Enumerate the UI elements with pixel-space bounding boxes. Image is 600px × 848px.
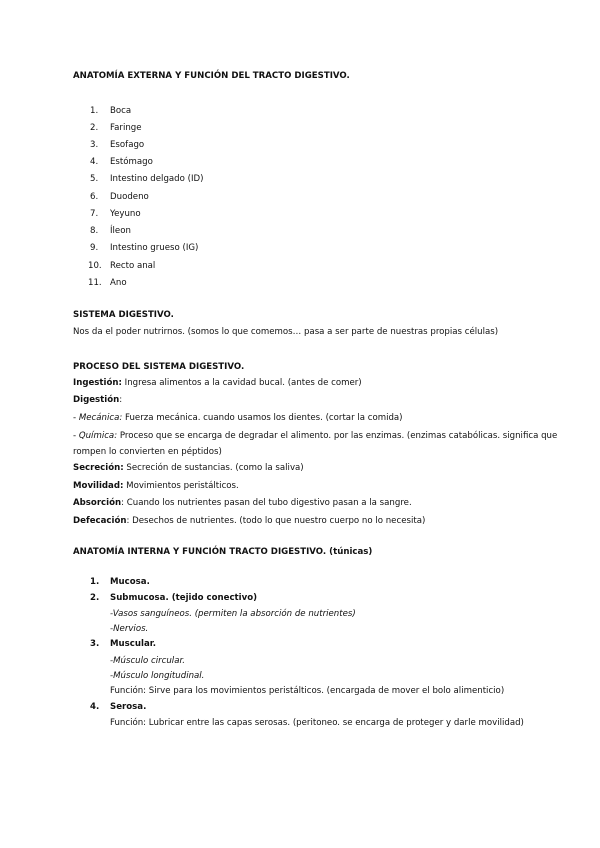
list-number: 3.	[90, 140, 99, 150]
list-item: Intestino delgado (ID)	[110, 174, 204, 184]
list-number: 5.	[90, 174, 99, 184]
list-item: Boca	[110, 106, 132, 116]
term: Mecánica:	[78, 413, 123, 423]
term: Absorción	[73, 498, 122, 508]
definition-text: Ingresa alimentos a la cavidad bucal. (antes de comer)	[121, 378, 362, 388]
dash: -	[73, 431, 79, 441]
list-number: 4.	[90, 702, 100, 712]
term: Defecación	[73, 516, 127, 526]
list-number: 6.	[90, 192, 99, 202]
definition-text: Secreción de sustancias. (como la saliva)	[123, 463, 304, 473]
layer-muscular: Muscular.	[110, 639, 157, 649]
section-title-sistema-digestivo: SISTEMA DIGESTIVO.	[73, 310, 174, 320]
sub-item: Función: Lubricar entre las capas serosas. (peritoneo. se encarga de proteger y darle movilidad)	[110, 718, 524, 728]
definition-text: Fuerza mecánica. cuando usamos los dientes. (cortar la comida)	[122, 413, 403, 423]
list-item: Esofago	[110, 140, 145, 150]
list-item: Ano	[110, 278, 127, 288]
term: Digestión	[73, 395, 120, 405]
definition-quimica	[73, 431, 557, 442]
list-number: 9.	[90, 243, 99, 253]
paragraph: Nos da el poder nutrirnos. (somos lo que comemos… pasa a ser parte de nuestras propias células)	[73, 327, 499, 337]
definition-text: : Cuando los nutrientes pasan del tubo digestivo pasan a la sangre.	[121, 498, 412, 508]
list-number: 10.	[88, 261, 102, 271]
section-title-anatomia-externa: ANATOMÍA EXTERNA Y FUNCIÓN DEL TRACTO DIGESTIVO.	[73, 71, 350, 81]
definition-digestion	[73, 395, 122, 406]
definition-quimica-continued: rompen lo convierten en péptidos)	[73, 447, 222, 457]
definition-text: : Desechos de nutrientes. (todo lo que nuestro cuerpo no lo necesita)	[126, 516, 426, 526]
term: Ingestión:	[73, 378, 122, 388]
definition-text: Movimientos peristálticos.	[123, 481, 239, 491]
term: Movilidad:	[73, 481, 124, 491]
list-item: Duodeno	[110, 192, 149, 202]
section-title-proceso: PROCESO DEL SISTEMA DIGESTIVO.	[73, 362, 245, 372]
dash: -	[73, 413, 79, 423]
layer-mucosa: Mucosa.	[110, 577, 150, 587]
layer-submucosa: Submucosa. (tejido conectivo)	[110, 593, 258, 603]
sub-item: -Músculo circular.	[110, 656, 185, 666]
list-number: 4.	[90, 157, 99, 167]
term: Química:	[78, 431, 118, 441]
sub-item: -Nervios.	[110, 624, 149, 634]
list-number: 2.	[90, 593, 100, 603]
definition-text: :	[119, 395, 123, 405]
list-item: Recto anal	[110, 261, 156, 271]
sub-item: -Músculo longitudinal.	[110, 671, 205, 681]
definition-secrecion	[73, 463, 304, 474]
definition-defecacion	[73, 516, 425, 527]
list-number: 11.	[88, 278, 102, 288]
list-number: 1.	[90, 106, 99, 116]
list-number: 2.	[90, 123, 99, 133]
list-item: Estómago	[110, 157, 153, 167]
list-item: Yeyuno	[110, 209, 141, 219]
definition-text: Proceso que se encarga de degradar el alimento. por las enzimas. (enzimas catabólicas. significa que	[117, 431, 558, 441]
list-number: 1.	[90, 577, 100, 587]
definition-ingestion	[73, 378, 362, 389]
list-item: Íleon	[110, 226, 131, 236]
definition-absorcion	[73, 498, 412, 509]
list-item: Intestino grueso (IG)	[110, 243, 199, 253]
list-item: Faringe	[110, 123, 142, 133]
sub-item: Función: Sirve para los movimientos peristálticos. (encargada de mover el bolo alimenticio)	[110, 686, 505, 696]
list-number: 8.	[90, 226, 99, 236]
section-title-anatomia-interna: ANATOMÍA INTERNA Y FUNCIÓN TRACTO DIGESTIVO. (túnicas)	[73, 547, 373, 557]
sub-item: -Vasos sanguíneos. (permiten la absorción de nutrientes)	[110, 609, 356, 619]
term: Secreción:	[73, 463, 124, 473]
definition-movilidad	[73, 481, 239, 492]
definition-mecanica	[73, 413, 403, 424]
list-number: 7.	[90, 209, 99, 219]
list-number: 3.	[90, 639, 100, 649]
layer-serosa: Serosa.	[110, 702, 147, 712]
